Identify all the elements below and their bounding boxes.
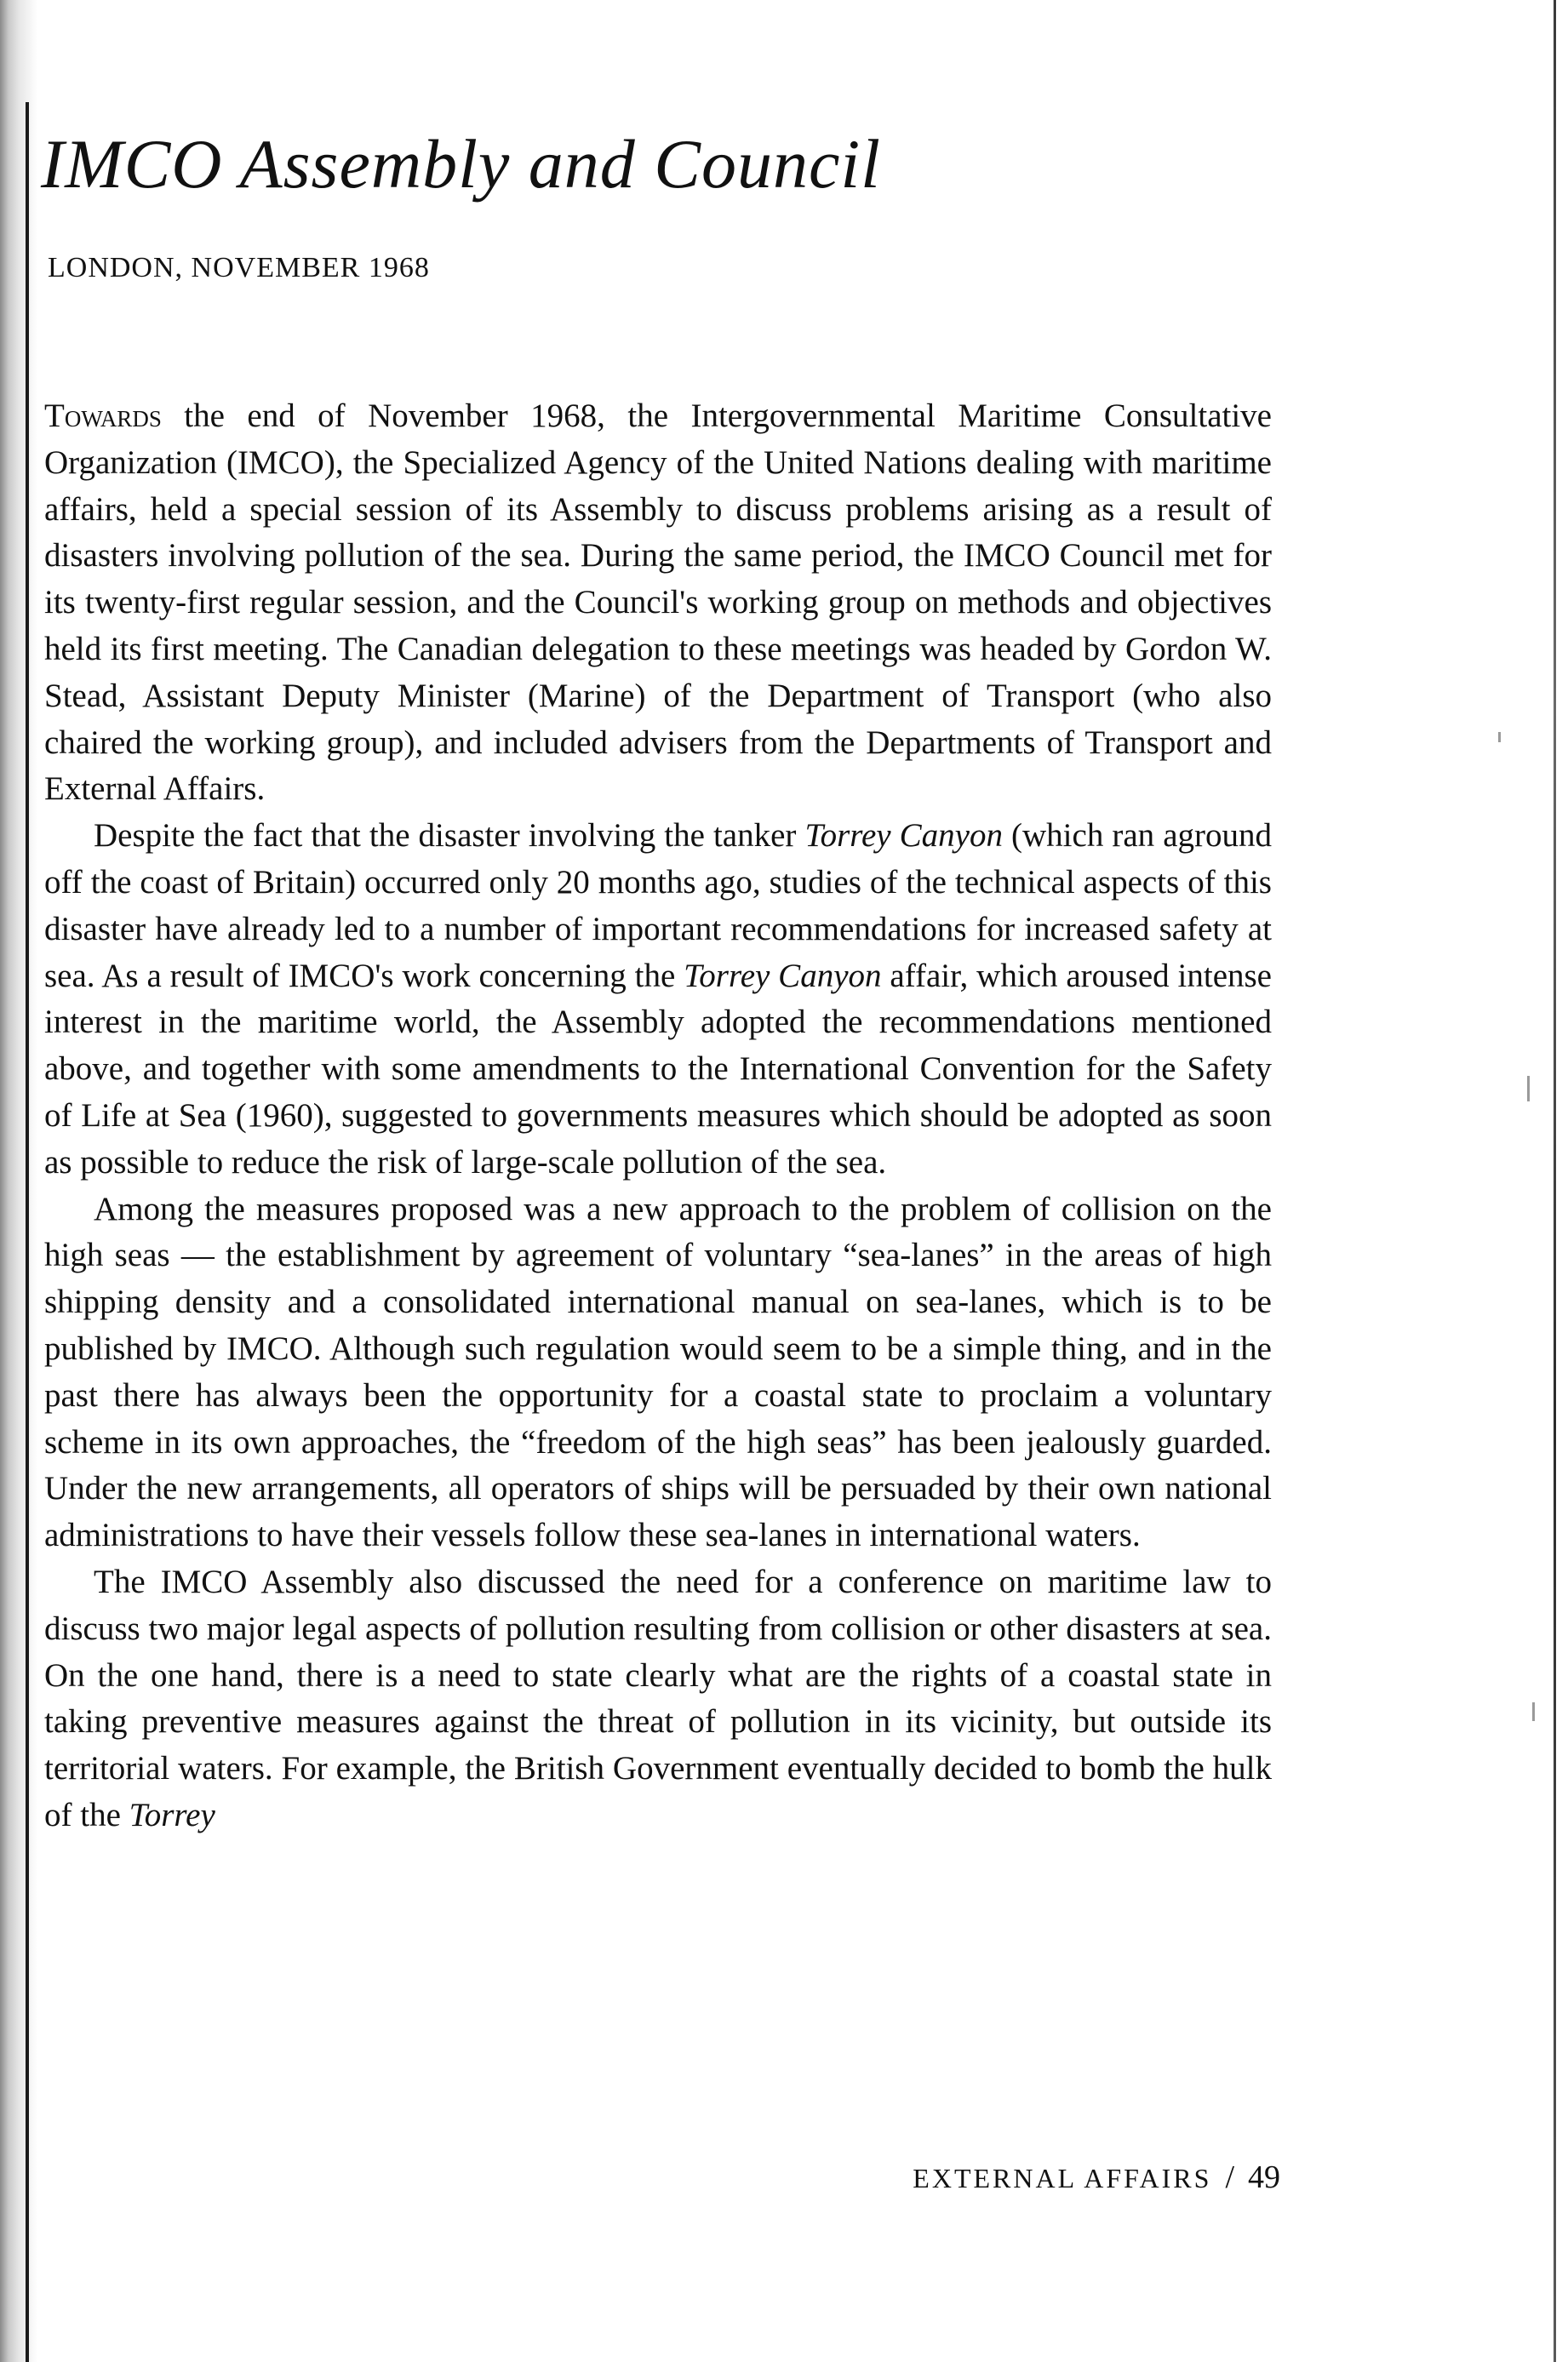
ship-name: Torrey Canyon: [804, 817, 1003, 855]
paragraph: The IMCO Assembly also discussed the need for a conference on maritime law to discuss two major legal aspects of pollution resulting from collision or other disasters at sea. On the one hand, there is a need to state clearly what are the rights of a coastal state in taking preventive measures against the threat of pollution in its vicinity, but outside its territorial waters. For example, the British Government eventually decided to bomb the hulk of the Torrey: [44, 1563, 1272, 1833]
scan-speck: [1527, 1076, 1530, 1101]
binding-edge: [26, 102, 29, 2362]
paragraph: Among the measures proposed was a new approach to the problem of collision on the high seas — the establishment by agreement of voluntary “sea-lanes” in the areas of high shipping density and a consolidated international manual on sea-lanes, which is to be published by IMCO. Although such regulation would seem to be a simple thing, and in the past there has always been the opportunity for a coastal state to proclaim a voluntary scheme in its own approaches, the “freedom of the high seas” has been jealously guarded. Under the new arrangements, all operators of ships will be persuaded by their own national administrations to have their vessels follow these sea-lanes in international waters.: [44, 1190, 1272, 1554]
page-footer: [913, 2159, 1280, 2196]
article-body: [44, 393, 1272, 1839]
ship-name: Torrey: [129, 1796, 215, 1833]
page-right-edge: [1554, 0, 1556, 2362]
drop-lead-word: Towards: [44, 397, 162, 434]
footer-separator: /: [1225, 2159, 1234, 2195]
publication-name: EXTERNAL AFFAIRS: [913, 2163, 1212, 2193]
scan-speck: [1532, 1702, 1535, 1721]
scan-speck: [1498, 732, 1501, 742]
paragraph: Towards the end of November 1968, the Intergovernmental Maritime Consultative Organization (IMCO), the Specialized Agency of the United Nations dealing with maritime affairs, held a special session of its Assembly to discuss problems arising as a result of disasters involving pollution of the sea. During the same period, the IMCO Council met for its twenty-first regular session, and the Council's working group on methods and objectives held its first meeting. The Canadian delegation to these meetings was headed by Gordon W. Stead, Assistant Deputy Minister (Marine) of the Department of Transport (who also chaired the working group), and included advisers from the Departments of Transport and External Affairs.: [44, 397, 1272, 808]
article-dateline: LONDON, NOVEMBER 1968: [48, 252, 430, 283]
page-number: 49: [1248, 2159, 1280, 2195]
ship-name: Torrey Canyon: [684, 957, 882, 994]
article-title: IMCO Assembly and Council: [41, 125, 881, 203]
scan-gutter-shadow: [0, 0, 37, 2362]
paragraph: Despite the fact that the disaster involving the tanker Torrey Canyon (which ran aground off the coast of Britain) occurred only 20 months ago, studies of the technical aspects of this disaster have already led to a number of important recommendations for increased safety at sea. As a result of IMCO's work concerning the Torrey Canyon affair, which aroused intense interest in the maritime world, the Assembly adopted the recommendations mentioned above, and together with some amendments to the International Convention for the Safety of Life at Sea (1960), suggested to governments measures which should be adopted as soon as possible to reduce the risk of large-scale pollution of the sea.: [44, 817, 1273, 1181]
